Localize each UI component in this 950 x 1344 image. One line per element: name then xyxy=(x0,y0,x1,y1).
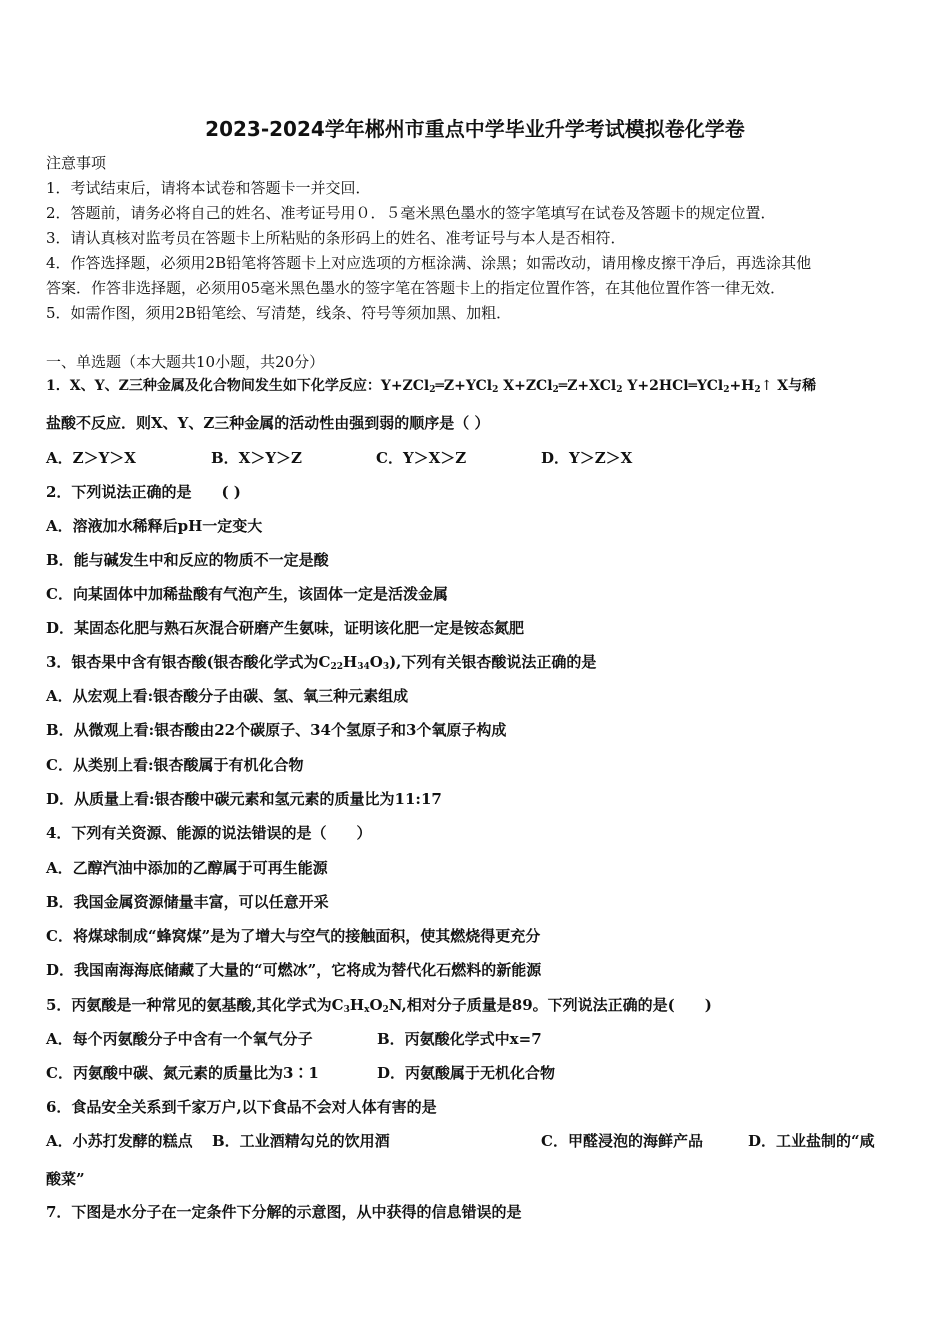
q2-option-b: B．能与碱发生中和反应的物质不一定是酸 xyxy=(46,551,329,569)
section-heading: 一、单选题（本大题共10小题，共20分） xyxy=(46,353,325,371)
notice-item-2: 2．答题前，请务必将自己的姓名、准考证号用０．５毫米黑色墨水的签字笔填写在试卷及答题卡的规定位置． xyxy=(46,204,776,222)
q2-stem: 2．下列说法正确的是 ( ) xyxy=(46,483,241,501)
q4-option-c: C．将煤球制成“蜂窝煤”是为了增大与空气的接触面积，使其燃烧得更充分 xyxy=(46,927,541,945)
q1-reaction-1: Y+ZCl$_2$═Z+YCl$_2$ xyxy=(380,378,499,395)
q4-option-b: B．我国金属资源储量丰富，可以任意开采 xyxy=(46,893,329,911)
q1-option-b: B．X＞Y＞Z xyxy=(211,449,302,467)
q5-option-d: D．丙氨酸属于无机化合物 xyxy=(377,1064,556,1082)
page-title: 2023-2024学年郴州市重点中学毕业升学考试模拟卷化学卷 xyxy=(205,117,745,141)
q3-stem: 3．银杏果中含有银杏酸(银杏酸化学式为$C_{22}H_{34}O_3$),下列有关银杏酸说法正确的是 xyxy=(46,653,597,672)
q4-stem: 4．下列有关资源、能源的说法错误的是（ ） xyxy=(46,824,372,842)
q1-stem-line2: 盐酸不反应．则X、Y、Z三种金属的活动性由强到弱的顺序是（ ） xyxy=(46,414,490,432)
q6-stem: 6．食品安全关系到千家万户,以下食品不会对人体有害的是 xyxy=(46,1098,437,1116)
q4-option-d: D．我国南海海底储藏了大量的“可燃冰”，它将成为替代化石燃料的新能源 xyxy=(46,961,542,979)
q7-stem: 7．下图是水分子在一定条件下分解的示意图，从中获得的信息错误的是 xyxy=(46,1203,522,1221)
q1-stem xyxy=(46,376,816,400)
q1-stem-start: 1．X、Y、Z三种金属及化合物间发生如下化学反应： xyxy=(46,378,381,394)
notice-item-4: 4．作答选择题，必须用2B铅笔将答题卡上对应选项的方框涂满、涂黑；如需改动，请用橡皮擦干净后，再选涂其他 xyxy=(46,254,812,272)
q1-stem-end: X与稀 xyxy=(777,378,817,394)
q2-option-d: D．某固态化肥与熟石灰混合研磨产生氨味，证明该化肥一定是铵态氮肥 xyxy=(46,619,525,637)
q1-option-d: D．Y＞Z＞X xyxy=(541,449,633,467)
q3-option-b: B．从微观上看:银杏酸由22个碳原子、34个氢原子和3个氧原子构成 xyxy=(46,721,507,739)
notice-heading: 注意事项 xyxy=(46,154,107,172)
q1-option-a: A．Z＞Y＞X xyxy=(46,449,136,467)
q6-option-b: B．工业酒精勾兑的饮用酒 xyxy=(212,1132,390,1150)
q1-reaction-3: $Y+2HCl═YCl_2+H_2↑$ xyxy=(627,378,773,395)
q6-option-a: A．小苏打发酵的糕点 xyxy=(46,1132,193,1150)
notice-item-3: 3．请认真核对监考员在答题卡上所粘贴的条形码上的姓名、准考证号与本人是否相符． xyxy=(46,229,626,247)
q1-reaction-2: X+ZCl$_2$═Z+XCl$_2$ xyxy=(503,378,623,395)
q2-option-c: C．向某固体中加稀盐酸有气泡产生，该固体一定是活泼金属 xyxy=(46,585,448,603)
q6-option-d: D．工业盐制的“咸 xyxy=(748,1132,875,1150)
q6-option-d-cont: 酸菜” xyxy=(46,1170,85,1188)
q1-option-c: C．Y＞X＞Z xyxy=(376,449,467,467)
notice-item-5: 5．如需作图，须用2B铅笔绘、写清楚，线条、符号等须加黑、加粗． xyxy=(46,304,512,322)
q5-option-b: B．丙氨酸化学式中x=7 xyxy=(377,1030,542,1048)
q2-option-a: A．溶液加水稀释后pH一定变大 xyxy=(46,517,263,535)
q3-option-a: A．从宏观上看:银杏酸分子由碳、氢、氧三种元素组成 xyxy=(46,687,409,705)
q3-option-d: D．从质量上看:银杏酸中碳元素和氢元素的质量比为11:17 xyxy=(46,790,442,808)
q5-option-a: A．每个丙氨酸分子中含有一个氧气分子 xyxy=(46,1030,313,1048)
q3-option-c: C．从类别上看:银杏酸属于有机化合物 xyxy=(46,756,304,774)
q5-stem: 5．丙氨酸是一种常见的氨基酸,其化学式为$C_3H_xO_2N$,相对分子质量是89。下列说法正确的是( ) xyxy=(46,996,712,1015)
notice-item-1: 1．考试结束后，请将本试卷和答题卡一并交回． xyxy=(46,179,371,197)
q4-option-a: A．乙醇汽油中添加的乙醇属于可再生能源 xyxy=(46,859,328,877)
q6-option-c: C．甲醛浸泡的海鲜产品 xyxy=(541,1132,703,1150)
q5-option-c: C．丙氨酸中碳、氮元素的质量比为3∶1 xyxy=(46,1064,319,1082)
notice-item-4-cont: 答案．作答非选择题，必须用05毫米黑色墨水的签字笔在答题卡上的指定位置作答，在其他位置作答一律无效． xyxy=(46,279,786,297)
